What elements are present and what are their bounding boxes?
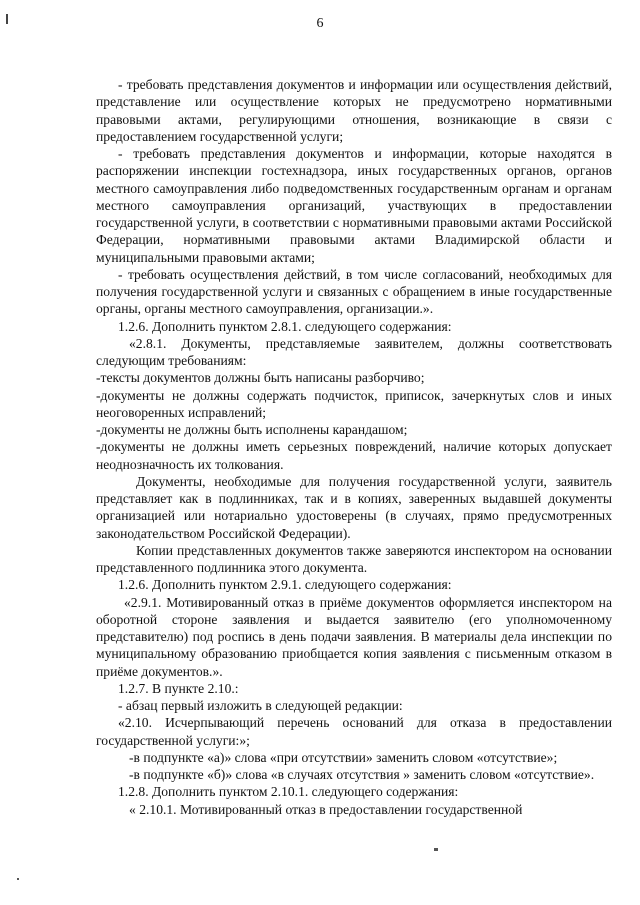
paragraph-amendment-1-2-8: 1.2.8. Дополнить пунктом 2.10.1. следующего содержания:: [118, 784, 459, 800]
scan-mark: [17, 878, 19, 880]
page-number: 6: [316, 16, 324, 31]
paragraph-requirement-2: - требовать представления документов и информации, которые находятся в распоряжении инспекции гостехнадзора, иных государственных органов, органов местного самоуправления либо подведомственных государственным органам и органам местного самоуправления организаций, участвующих в предоставлении государственной услуги, в соответствии с нормативными правовыми актами Российской Федерации, нормативными правовыми актами Владимирской области и муниципальными правовыми актами;: [96, 146, 612, 265]
paragraph-requirement-1: - требовать представления документов и информации или осуществления действий, представление или осуществление которых не предусмотрено нормативными правовыми актами, регулирующими отношения, возникающие в связи с предоставлением государственной услуги;: [96, 77, 612, 144]
paragraph-clause-2-9-1: «2.9.1. Мотивированный отказ в приёме документов оформляется инспектором на оборотной стороне заявления и выдается заявителю (его уполномоченному представителю) под роспись в день подачи заявления. В материалы дела инспекции по муниципальному образованию приобщается копия заявления с письменным отказом в приёме документов.».: [96, 594, 612, 679]
paragraph-clause-2-10-1: « 2.10.1. Мотивированный отказ в предоставлении государственной: [129, 801, 523, 817]
scan-mark: [434, 848, 438, 851]
paragraph-clause-2-8-1: «2.8.1. Документы, представляемые заявителем, должны соответствовать следующим требованиям:: [96, 335, 612, 368]
paragraph-subclause-a: -в подпункте «а)» слова «при отсутствии» заменить словом «отсутствие»;: [129, 749, 558, 765]
paragraph-list-item: -документы не должны быть исполнены карандашом;: [96, 422, 408, 437]
scan-mark: [6, 14, 8, 24]
paragraph-copies: Копии представленных документов также заверяются инспектором на основании представленного подлинника этого документа.: [96, 542, 612, 575]
paragraph-list-item: -документы не должны иметь серьезных повреждений, наличие которых допускает неоднозначность их толкования.: [96, 439, 612, 472]
paragraph-list-item: -тексты документов должны быть написаны разборчиво;: [96, 370, 425, 386]
paragraph-amendment-1-2-6: 1.2.6. Дополнить пунктом 2.8.1. следующего содержания:: [118, 318, 452, 334]
paragraph-clause-2-10: «2.10. Исчерпывающий перечень оснований для отказа в предоставлении государственной услуги:»;: [96, 715, 612, 748]
paragraph-amendment-1-2-7: 1.2.7. В пункте 2.10.:: [118, 680, 239, 696]
document-body: [96, 76, 612, 818]
paragraph-list-item: -документы не должны содержать подчисток, приписок, зачеркнутых слов и иных неоговоренных исправлений;: [96, 387, 612, 420]
paragraph-first-indent: - абзац первый изложить в следующей редакции:: [118, 698, 403, 713]
paragraph-documents: Документы, необходимые для получения государственной услуги, заявитель представляет как в подлинниках, так и в копиях, заверенных выдавшей документы организацией или нотариально удостоверены (в случаях, прямо предусмотренных законодательством Российской Федерации).: [96, 473, 612, 541]
paragraph-requirement-3: - требовать осуществления действий, в том числе согласований, необходимых для получения государственной услуги и связанных с обращением в иные государственные органы, органы местного самоуправления, организации.».: [96, 266, 612, 317]
paragraph-amendment-2-9-1: 1.2.6. Дополнить пунктом 2.9.1. следующего содержания:: [118, 577, 452, 593]
paragraph-subclause-b: -в подпункте «б)» слова «в случаях отсутствия » заменить словом «отсутствие».: [129, 767, 595, 782]
